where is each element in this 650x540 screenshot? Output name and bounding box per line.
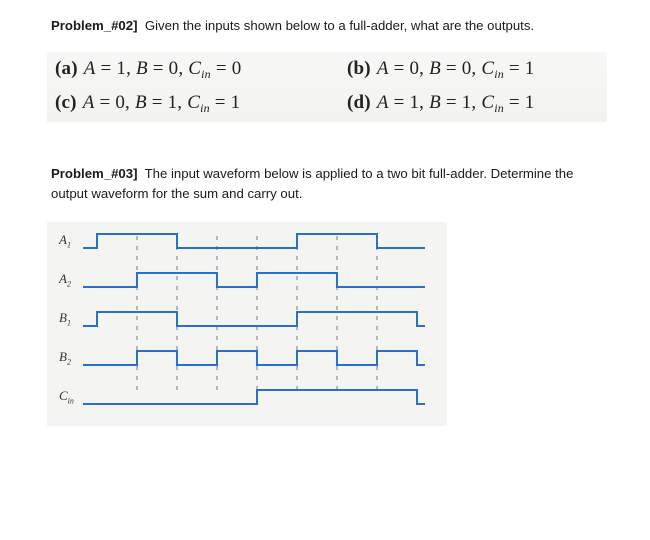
problem-03-text-line2: output waveform for the sum and carry out. bbox=[51, 186, 303, 201]
waveform-b2 bbox=[83, 351, 425, 365]
timing-diagram-svg bbox=[47, 222, 447, 426]
signal-label-a1: $A_1$ bbox=[59, 232, 71, 250]
equation-b: (b) A = 0, B = 0, $C_{in} = 1$ bbox=[347, 58, 535, 81]
problem-02-equations bbox=[47, 52, 607, 122]
signal-label-cin: $C_{in}$ bbox=[59, 388, 74, 406]
equation-c: (c) A = 0, B = 1, $C_{in} = 1$ bbox=[55, 92, 241, 115]
problem-03-heading bbox=[51, 165, 573, 183]
waveform-cin bbox=[83, 390, 425, 404]
timing-diagram bbox=[47, 222, 447, 426]
signal-label-b2: $B_2$ bbox=[59, 349, 71, 367]
problem-03-text-line1: The input waveform below is applied to a two bit full-adder. Determine the bbox=[144, 166, 574, 181]
waveform-a1 bbox=[83, 234, 425, 248]
waveform-a2 bbox=[83, 273, 425, 287]
equation-a: (a) A = 1, B = 0, $C_{in} = 0$ bbox=[55, 58, 242, 81]
signal-label-b1: $B_1$ bbox=[59, 310, 71, 328]
waveform-b1 bbox=[83, 312, 425, 326]
problem-02-heading bbox=[51, 17, 534, 35]
problem-02-text: Given the inputs shown below to a full-adder, what are the outputs. bbox=[144, 18, 535, 33]
equation-d: (d) A = 1, B = 1, $C_{in} = 1$ bbox=[347, 92, 535, 115]
problem-02-title: Problem_#02] bbox=[51, 18, 138, 33]
signal-label-a2: $A_2$ bbox=[59, 271, 71, 289]
problem-03-title: Problem_#03] bbox=[51, 166, 138, 181]
